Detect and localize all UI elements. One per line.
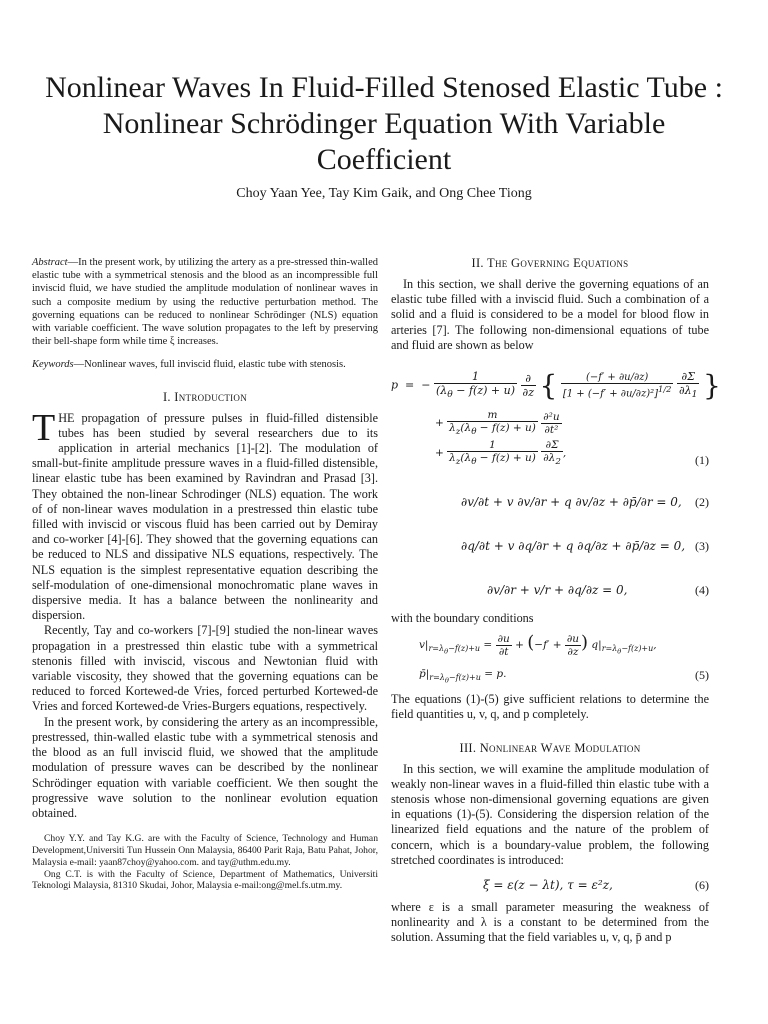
equation-6-number: (6) — [695, 878, 709, 893]
governing-paragraph-2: The equations (1)-(5) give sufficient relations to determine the field quantities u, v, q, and p completely. — [391, 692, 709, 722]
governing-paragraph-1: In this section, we shall derive the governing equations of an elastic tube filled with a inviscid fluid. Such a combination of a solid and a fluid is considered to be a model for blood flow in arteries [7]. The following non-dimensional equations of tube and fluid are shown as below — [391, 277, 709, 352]
equation-4-number: (4) — [695, 583, 709, 598]
footnote-affiliation-2: Ong C.T. is with the Faculty of Science, Department of Mathematics, Universiti Teknologi Malaysia, 81310 Skudai, Johor, Malaysia e-mail:ong@mel.fs.utm.my. — [32, 868, 378, 892]
keywords — [32, 358, 378, 371]
equation-2-body: ∂v/∂t + v ∂v/∂r + q ∂v/∂z + ∂p̄/∂r = 0, — [461, 495, 682, 510]
left-column — [32, 256, 378, 892]
equation-3 — [391, 535, 709, 565]
equation-3-body: ∂q/∂t + v ∂q/∂r + q ∂q/∂z + ∂p̄/∂z = 0, — [461, 539, 686, 554]
section-heading-introduction: I. Introduction — [162, 389, 248, 404]
abstract — [32, 256, 378, 348]
footnote-affiliation-1: Choy Y.Y. and Tay K.G. are with the Faculty of Science, Technology and Human Development,Universiti Tun Hussein Onn Malaysia, 86400 Parit Raja, Batu Pahat, Johor, Malaysia e-mail: yaan87choy@yahoo.com. and tay@uthm.edu.my. — [32, 833, 378, 868]
intro-paragraph-3: In the present work, by considering the artery as an incompressible, prestressed, thin-walled elastic tube with a symmetrical stenosis and the blood as an full inviscid fluid, we showed that the amplitude modulation of pressure waves can be described by the nonlinear Schrödinger equation with variable coefficient. We then sought the progressive wave solution to the nonlinear evolution equation obtained. — [32, 714, 378, 820]
equation-6 — [391, 876, 709, 900]
equation-1-number: (1) — [695, 453, 709, 468]
modulation-paragraph-2: where ε is a small parameter measuring the weakness of nonlinearity and λ is a constant to be determined from the solution. Assuming that the field variables u, v, q, p̄ and p — [391, 900, 709, 945]
equation-6-body: ξ = ε(z − λt), τ = ε²z, — [483, 878, 613, 893]
equation-5-number: (5) — [695, 668, 709, 683]
equation-1: p = − $\frac{1}{(\lambda_\theta - f(z) + u)}$ $\frac{\partial}{\partial z}$ { $\frac{(-f' + \partial u/\partial z)}{[1 + (-f' + \partial u/\partial z)^2]^{1/2}}$ $\frac{\partial\Sigma}{\partial\lambda_1}$ } + $\frac{m}{\lambda_z(\lambda_\theta - f(z) + u)}$ $\frac{\text{∂²u}}{\text{∂t²}}$ + $\frac{1}{\lambda_z(\lambda_\theta - f(z) + u)}$ $\frac{\partial\Sigma}{\partial\lambda_2}$ , (1) — [391, 369, 721, 468]
intro-paragraph-1 — [32, 406, 378, 624]
paper-authors: Choy Yaan Yee, Tay Kim Gaik, and Ong Chee Tiong — [236, 186, 532, 201]
section-heading-nonlinear-wave-modulation: III. Nonlinear Wave Modulation — [459, 740, 641, 755]
keywords-text: —Nonlinear waves, full inviscid fluid, elastic tube with stenosis. — [73, 359, 346, 371]
right-column — [391, 256, 721, 946]
equation-4-body: ∂v/∂r + v/r + ∂q/∂z = 0, — [487, 583, 628, 598]
intro-paragraph-1-text: HE propagation of pressure pulses in fluid-filled distensible tubes has been studied by several researchers due to its application in arterial mechanics [1]-[2]. The modulation of small-but-finite amplitude pressure waves in a fluid-filled distensible, linear elastic tube has been examined by Ravindran and Prasad [3]. They obtained the non-linear Schrodinger (NLS) equation. The work of of non-linear waves modulation in a prestressed thin elastic tube filled with inviscid or viscous fluid has been carried out by Demiray and co-worker [4]-[6]. They showed that the governing equations can be reduced to NLS and dissipative NLS equations, respectively. The NLS equation is the simplest representative equation describing the self-modulation of one-dimensional monochromatic plane waves in dispersive media. It has a balance between the nonlinearity and dispersion. — [32, 410, 378, 623]
dropcap: T — [32, 406, 56, 449]
boundary-intro: with the boundary conditions — [391, 611, 534, 626]
equation-3-number: (3) — [695, 539, 709, 554]
keywords-label: Keywords — [32, 359, 74, 371]
abstract-text: —In the present work, by utilizing the artery as a pre-stressed thin-walled elastic tube with a symmetrical stenosis and the blood as an incompressible full inviscid fluid, we have studied the amplitude modulation of nonlinear waves in such a composite medium by using the reductive perturbation method. The governing equations can be reduced to nonlinear Schrödinger (NLS) equation with variable coefficient. The wave solution propagates to the left by preserving their bell-shape form while time ξ increases. — [32, 257, 378, 348]
equation-4 — [391, 579, 709, 609]
section-heading-governing-equations: II. The Governing Equations — [471, 256, 629, 270]
modulation-paragraph-1: In this section, we will examine the amplitude modulation of weakly non-linear waves in a fluid-filled thin elastic tube with a stenosis whose non-dimensional governing equations are given in equations (1)-(5). Considering the dispersion relation of the linearized field equations and the nature of the problem of concern, which is a boundary-value problem, the following stretched coordinates is introduced: — [391, 761, 709, 867]
equation-2-number: (2) — [695, 495, 709, 510]
intro-paragraph-2: Recently, Tay and co-workers [7]-[9] studied the non-linear waves propagation in a prestressed thin elastic tube with a symmetrical stenonis filled with inviscid, viscous and Newtonian fluid with variable viscosity, they showed that the governing equations can be reduced to forced Kortewed-de Vries, forced perturbed Kortewed-de Vries and forced Kortewed-de Vries-Burgers equations, respectively. — [32, 623, 378, 714]
abstract-label: Abstract — [32, 257, 68, 268]
equation-5: $v|_{r=\lambda_\theta-f(z)+u}$ = $\frac{\partial u}{\partial t}$ + (−f′ + $\frac{\partial u}{\partial z}$ ) $q|_{r=\lambda_\theta-f(z)+u}$, $p̄|_{r=\lambda_\theta-f(z)+u} = p$. (5) — [419, 632, 709, 685]
paper-title: Nonlinear Waves In Fluid-Filled Stenosed Elastic Tube : Nonlinear Schrödinger Equation With Variable Coefficient — [45, 71, 723, 176]
equation-2 — [391, 491, 709, 521]
